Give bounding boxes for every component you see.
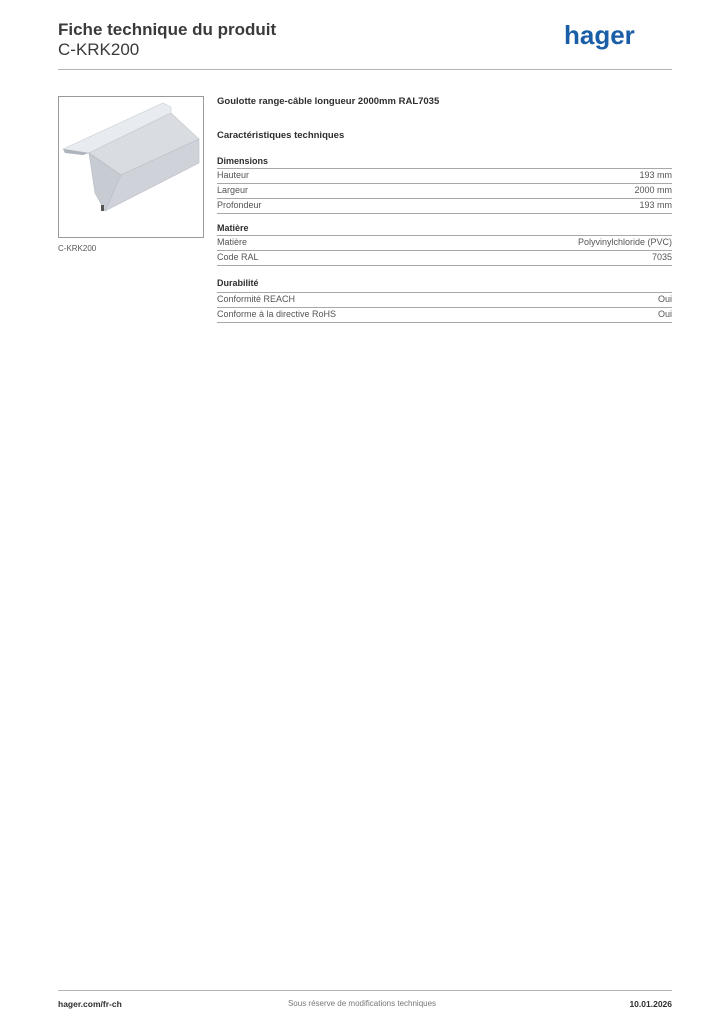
spec-label: Largeur [217,185,249,195]
svg-text:hager: hager [564,20,635,50]
footer-notice: Sous réserve de modifications techniques [287,999,437,1008]
group-title-durability: Durabilité [217,278,259,288]
footer-website: hager.com/fr-ch [58,999,122,1009]
image-caption: C-KRK200 [58,244,97,253]
spec-label: Hauteur [217,170,250,180]
spec-row [217,251,672,265]
spec-row [217,184,672,198]
spec-row [217,293,672,307]
spec-label: Profondeur [217,200,262,210]
spec-label: Conforme à la directive RoHS [217,309,337,319]
product-image [58,96,204,238]
page-title: Fiche technique du produit [58,20,277,39]
spec-label: Matière [217,237,248,247]
spec-row [217,308,672,322]
spec-value: 193 mm [639,170,672,180]
spec-row [217,199,672,213]
row-divider [217,213,672,214]
page-header [58,20,672,70]
group-title-dimensions: Dimensions [217,156,269,166]
footer-divider [58,990,672,991]
cable-trunking-cover-icon [59,97,203,237]
header-divider [58,69,672,70]
spec-row [217,169,672,183]
product-description: Goulotte range-câble longueur 2000mm RAL7035 [217,96,440,107]
hager-logo [564,20,654,50]
spec-value: 7035 [651,252,672,262]
specs-title: Caractéristiques techniques [217,130,345,141]
group-title-material: Matière [217,223,249,233]
spec-value: 193 mm [639,200,672,210]
footer-date: 10.01.2026 [629,999,672,1009]
row-divider [217,322,672,323]
product-reference: C-KRK200 [58,40,140,59]
spec-value: Oui [657,309,672,319]
spec-label: Code RAL [217,252,259,262]
row-divider [217,265,672,266]
spec-label: Conformité REACH [217,294,296,304]
spec-row [217,236,672,250]
spec-value: 2000 mm [634,185,672,195]
spec-value: Polyvinylchloride (PVC) [577,237,672,247]
spec-value: Oui [657,294,672,304]
